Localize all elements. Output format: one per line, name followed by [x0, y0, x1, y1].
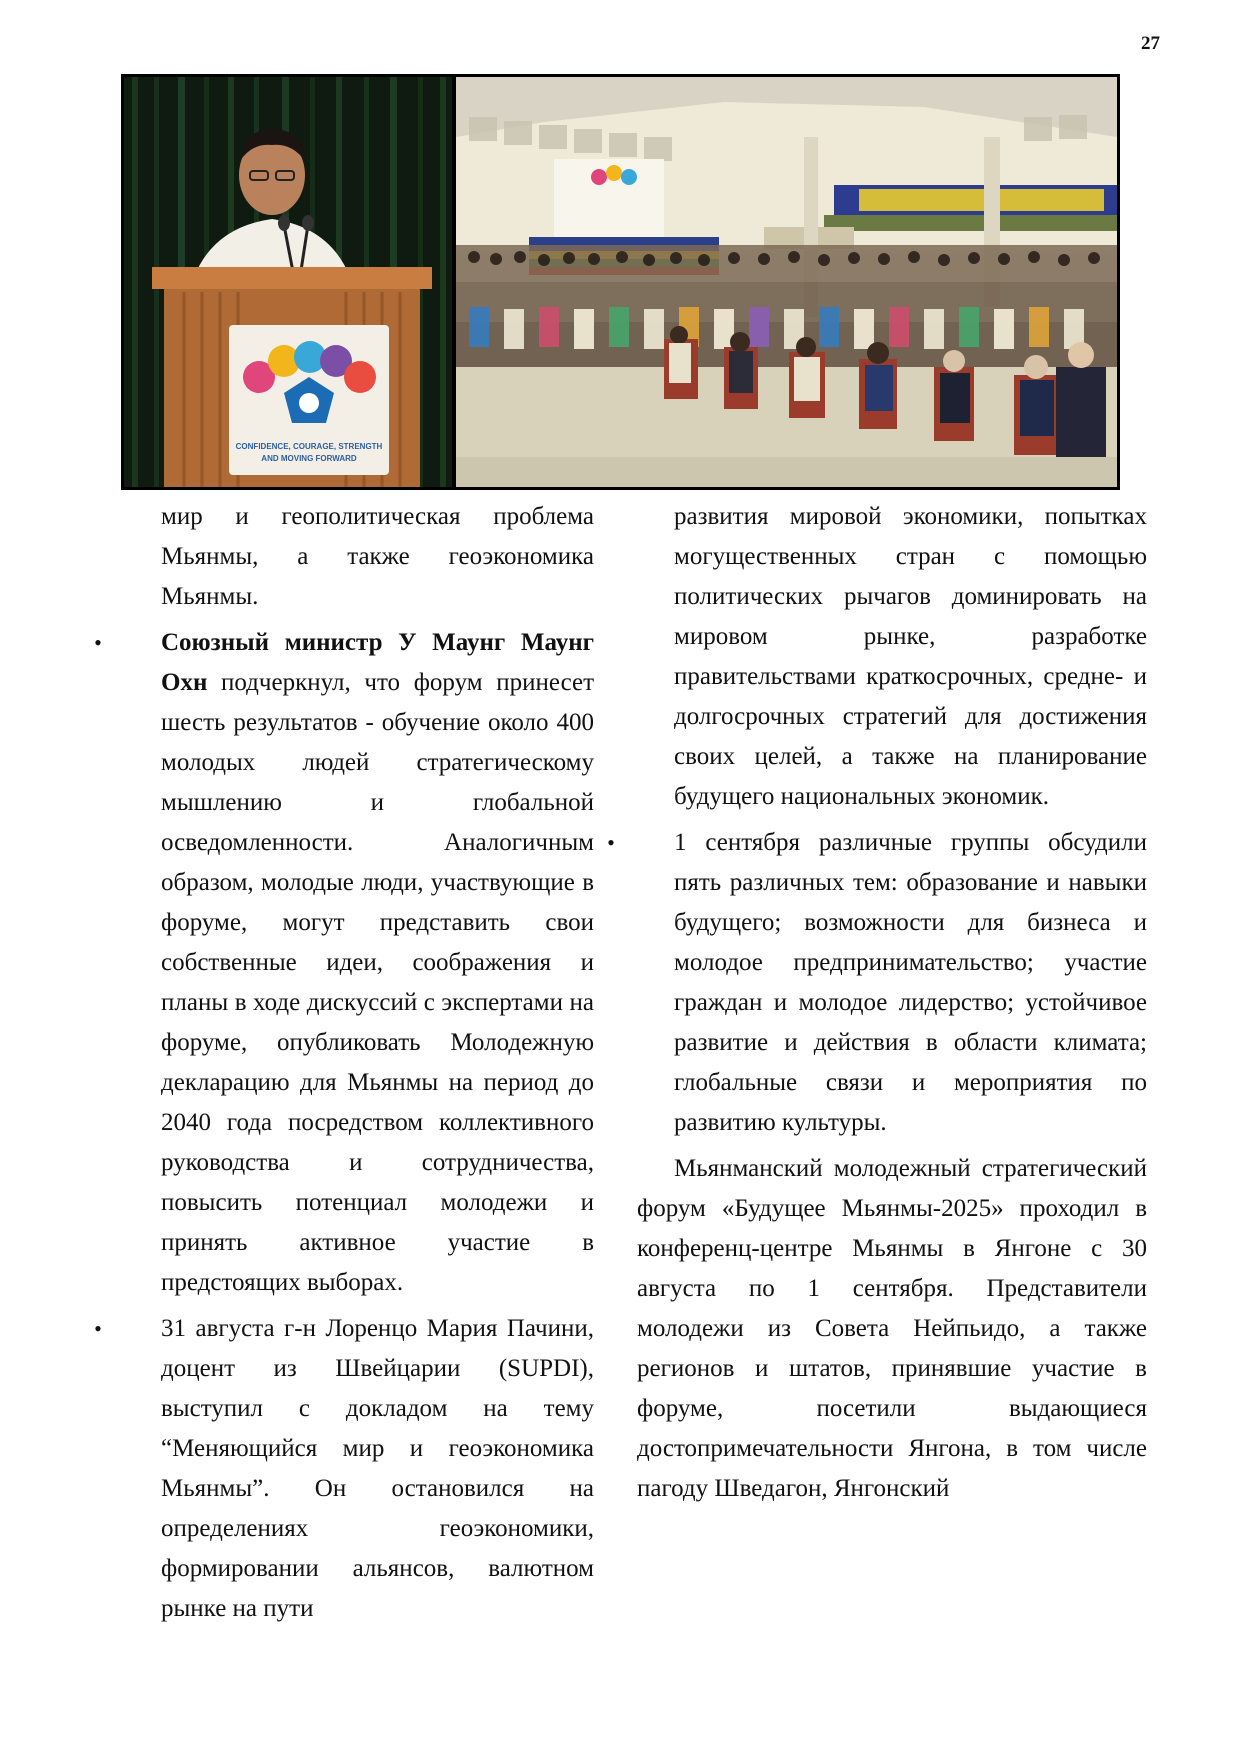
list-item	[94, 623, 594, 1303]
left-column	[94, 497, 594, 1629]
page-number: 27	[1141, 33, 1160, 54]
right-column-continuation: развития мировой экономики, попытках могущественных стран с помощью политических рычагов доминировать на мировом рынке, разработке правительствами краткосрочных, средне- и долгосрочных стратегий для достижения своих целей, а также на планирование будущего национальных экономик.	[674, 503, 1147, 810]
list-item-body: 1 сентября различные группы обсудили пять различных тем: образование и навыки будущего; возможности для бизнеса и молодое предпринимательство; участие граждан и молодое лидерство; устойчивое развитие и действия в области климата; глобальные связи и мероприятия по развитию культуры.	[674, 829, 1147, 1136]
minister-name: Союзный министр У Маунг Маунг Охн	[161, 629, 594, 696]
podium-logo-caption: CONFIDENCE, COURAGE, STRENGTH	[235, 442, 383, 451]
list-item-body: подчеркнул, что форум принесет шесть результатов - обучение около 400 молодых людей стратегическому мышлению и глобальной осведомленности. Аналогичным образом, молодые люди, участвующие в форуме, могут представить свои собственные идеи, соображения и планы в ходе дискуссий с экспертами на форуме, опубликовать Молодежную декларацию для Мьянмы на период до 2040 года посредством коллективного руководства и сотрудничества, повысить потенциал молодежи и принять активное участие в предстоящих выборах.	[161, 669, 594, 1296]
audience-photo	[456, 77, 1117, 487]
svg-text:AND MOVING FORWARD: AND MOVING FORWARD	[261, 454, 357, 463]
left-column-continuation: мир и геополитическая проблема Мьянмы, а также геоэкономика Мьянмы.	[161, 503, 594, 610]
bullet-icon: •	[94, 630, 102, 655]
forum-paragraph: Мьянманский молодежный стратегический форум «Будущее Мьянмы-2025» проходил в конференц-центре Мьянмы в Янгоне с 30 августа по 1 сентября. Представители молодежи из Совета Нейпьидо, а также регионов и штатов, принявшие участие в форуме, посетили выдающиеся достопримечательности Янгона, в том числе пагоду Шведагон, Янгонский	[637, 1155, 1147, 1502]
bullet-icon: •	[607, 830, 615, 855]
speaker-photo	[124, 77, 452, 487]
list-item-text	[161, 1309, 594, 1629]
list-item	[94, 1309, 594, 1629]
bullet-icon: •	[94, 1316, 102, 1341]
list-item-body: 31 августа г-н Лоренцо Мария Пачини, доцент из Швейцарии (SUPDI), выступил с докладом на тему “Меняющийся мир и геоэкономика Мьянмы”. Он остановился на определениях геоэкономики, формировании альянсов, валютном рынке на пути	[161, 1315, 594, 1622]
right-column	[607, 497, 1147, 1509]
photo-collage	[121, 74, 1120, 490]
list-item	[607, 823, 1147, 1143]
list-item-text	[161, 623, 594, 1303]
